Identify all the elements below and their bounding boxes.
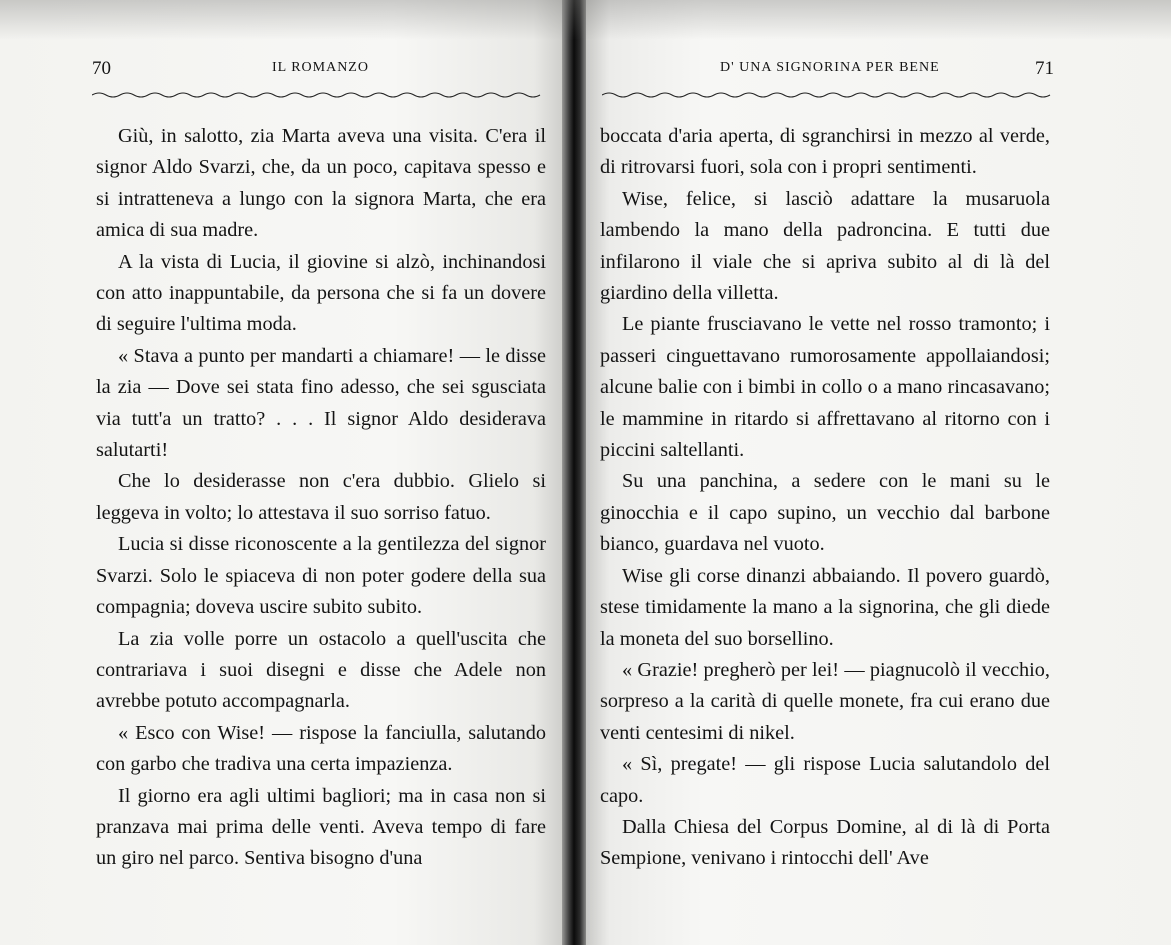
paragraph: « Grazie! pregherò per lei! — piagnucolò il vecchio, sorpreso a la carità di quelle monete, fra cui erano due venti centesimi di nikel. [600, 658, 1050, 744]
page-number: 71 [1035, 58, 1054, 79]
body-text [96, 121, 546, 875]
paragraph: Lucia si disse riconoscente a la gentilezza del signor Svarzi. Solo le spiaceva di non poter godere della sua compagnia; doveva uscire subito subito. [96, 533, 546, 619]
running-head: IL ROMANZO [272, 60, 369, 75]
paragraph: Il giorno era agli ultimi bagliori; ma in casa non si pranzava mai prima delle venti. Aveva tempo di fare un giro nel parco. Sentiva bisogno d'una [96, 784, 546, 870]
paragraph: Dalla Chiesa del Corpus Domine, al di là di Porta Sempione, venivano i rintocchi dell' Ave [600, 815, 1050, 870]
left-page [0, 0, 562, 945]
page-number: 70 [92, 58, 111, 79]
paragraph: Wise, felice, si lasciò adattare la musaruola lambendo la mano della padroncina. E tutti due infilarono il viale che si apriva subito al di là del giardino della villetta. [600, 187, 1050, 305]
paragraph: Che lo desiderasse non c'era dubbio. Glielo si leggeva in volto; lo attestava il suo sorriso fatuo. [96, 470, 546, 524]
scan-shadow [0, 0, 1171, 40]
paragraph: « Stava a punto per mandarti a chiamare! — le disse la zia — Dove sei stata fino adesso, che sei sgusciata via tutt'a un tratto? . . . Il signor Aldo desiderava salutarti! [96, 344, 546, 462]
paragraph: A la vista di Lucia, il giovine si alzò, inchinandosi con atto inappuntabile, da persona che si fa un dovere di seguire l'ultima moda. [96, 250, 546, 336]
paragraph: boccata d'aria aperta, di sgranchirsi in mezzo al verde, di ritrovarsi fuori, sola con i propri sentimenti. [600, 125, 1050, 179]
right-page [586, 0, 1171, 945]
paragraph: « Esco con Wise! — rispose la fanciulla, salutando con garbo che tradiva una certa impazienza. [96, 721, 546, 776]
paragraph: Le piante frusciavano le vette nel rosso tramonto; i passeri cinguettavano rumorosamente appollaiandosi; alcune balie con i bimbi in collo o a mano rincasavano; le mammine in ritardo si affrettavano al ritorno con i piccini saltellanti. [600, 313, 1050, 462]
paragraph: « Sì, pregate! — gli rispose Lucia salutandolo del capo. [600, 753, 1050, 807]
ornamental-rule [602, 90, 1052, 100]
running-head: D' UNA SIGNORINA PER BENE [720, 60, 940, 75]
body-text [600, 121, 1050, 875]
paragraph: Wise gli corse dinanzi abbaiando. Il povero guardò, stese timidamente la mano a la signorina, che gli diede la moneta del suo borsellino. [600, 564, 1050, 650]
book-gutter [562, 0, 586, 945]
paragraph: Su una panchina, a sedere con le mani su le ginocchia e il capo supino, un vecchio dal barbone bianco, guardava nel vuoto. [600, 470, 1050, 556]
ornamental-rule [92, 90, 542, 100]
paragraph: Giù, in salotto, zia Marta aveva una visita. C'era il signor Aldo Svarzi, che, da un poco, capitava spesso e si intratteneva a lungo con la signora Marta, che era amica di sua madre. [96, 125, 546, 242]
paragraph: La zia volle porre un ostacolo a quell'uscita che contrariava i suoi disegni e disse che Adele non avrebbe potuto accompagnarla. [96, 627, 546, 713]
